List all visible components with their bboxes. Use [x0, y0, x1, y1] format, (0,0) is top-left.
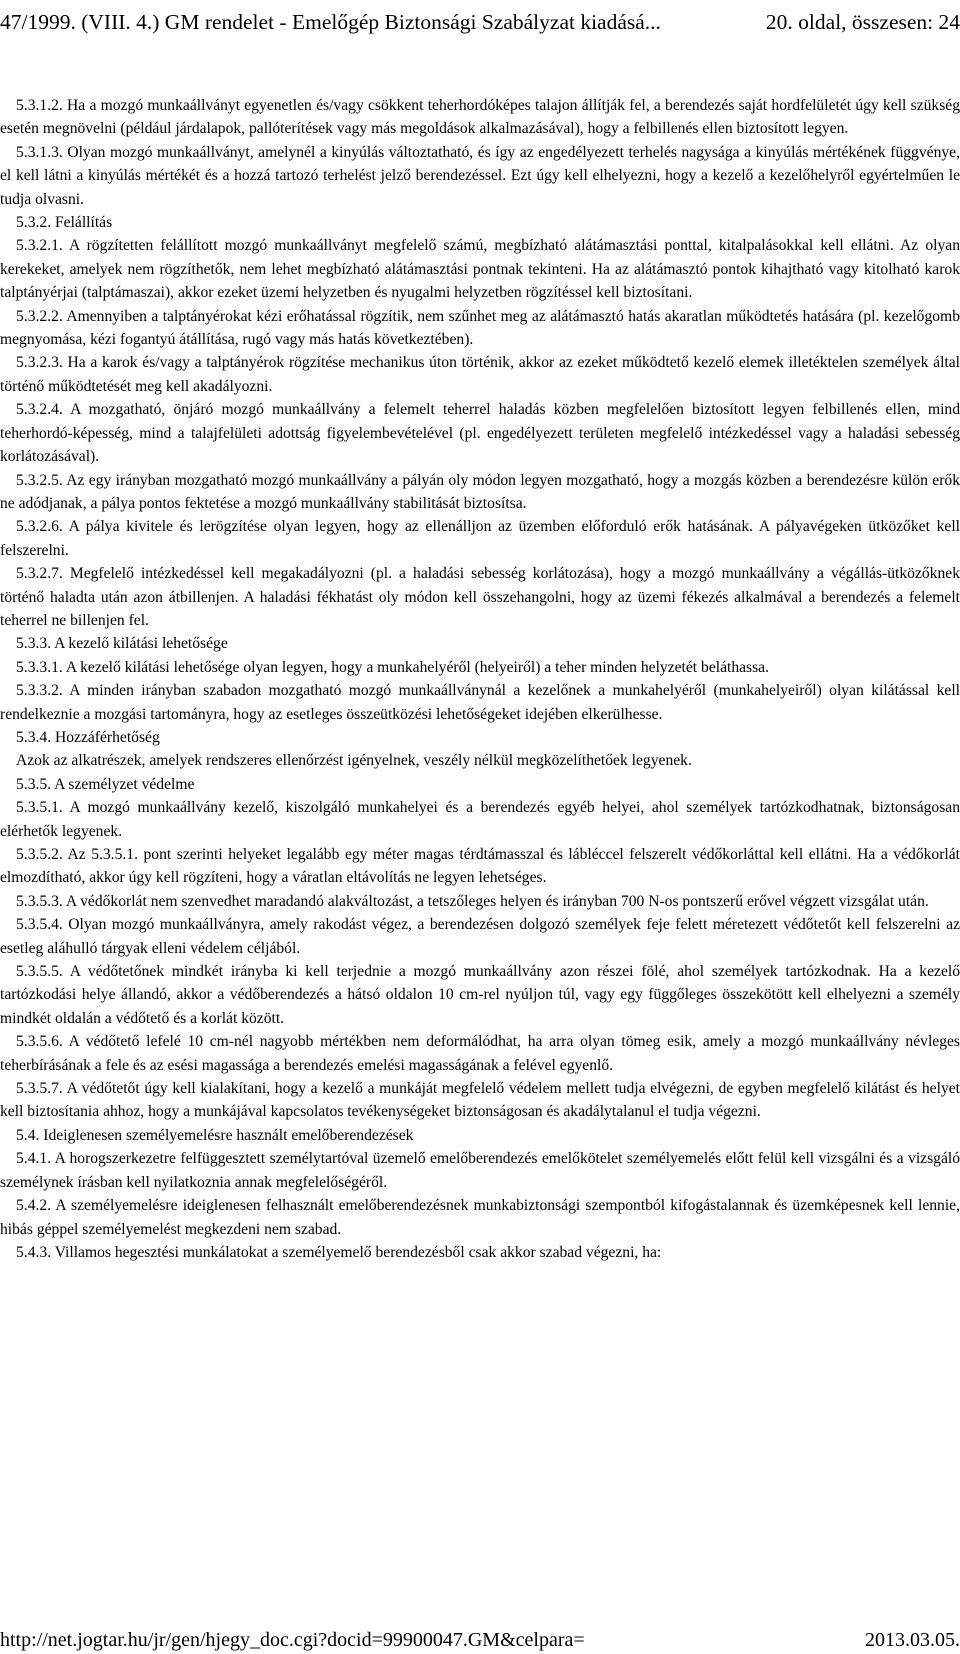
document-body [0, 94, 960, 1264]
section-heading: 5.3.5. A személyzet védelme [16, 775, 195, 793]
paragraph: 5.3.5.5. A védőtetőnek mindkét irányba ki kell terjednie a mozgó munkaállvány azon részei fölé, ahol személyek tartózkodnak. Ha a kezelő tartózkodási helye állandó, akkor a védőberendezés a hátsó oldalon 10 cm-rel nyúljon túl, vagy egy függőleges összekötött kell elhelyezni a személy mindkét oldalán a védőtető és a korlát között. [0, 963, 960, 1027]
paragraph: 5.3.2.6. A pálya kivitele és lerögzítése olyan legyen, hogy az ellenálljon az üzemben előforduló erők hatásának. A pályavégeken ütközőket kell felszerelni. [0, 518, 960, 559]
paragraph: 5.3.5.6. A védőtető lefelé 10 cm-nél nagyobb mértékben nem deformálódhat, ha arra olyan tömeg esik, amely a mozgó munkaállvány névleges teherbírásának a fele és az esési magassága a berendezés emelési magasságának a felével egyenlő. [0, 1033, 960, 1074]
paragraph: 5.3.5.1. A mozgó munkaállvány kezelő, kiszolgáló munkahelyei és a berendezés egyéb helyei, ahol személyek tartózkodhatnak, biztonságosan elérhetők legyenek. [0, 799, 960, 840]
page-footer [0, 1626, 960, 1654]
section-heading: 5.4. Ideiglenesen személyemelésre használt emelőberendezések [16, 1126, 414, 1144]
paragraph: 5.3.2.4. A mozgatható, önjáró mozgó munkaállvány a felemelt teherrel haladás közben megfelelően biztosított legyen felbillenés ellen, mind teherhordó-képesség, mind a talajfelületi adottság figyelembevételével (pl. engedélyezett területen megfelelő intézkedéssel vagy a haladási sebesség korlátozásával). [0, 401, 960, 466]
paragraph: 5.3.5.4. Olyan mozgó munkaállványra, amely rakodást végez, a berendezésen dolgozó személyek feje felett méretezett védőtetőt kell felszerelni az esetleg aláhulló tárgyak elleni védelem céljából. [0, 916, 960, 957]
paragraph: 5.3.2.3. Ha a karok és/vagy a talptányérok rögzítése mechanikus úton történik, akkor az ezeket működtető kezelő elemek illetéktelen személyek által történő működtetését meg kell akadályozni. [0, 354, 960, 395]
paragraph: 5.3.3.2. A minden irányban szabadon mozgatható mozgó munkaállványnál a kezelőnek a munkahelyéről (munkahelyeiről) olyan kilátással kell rendelkeznie a mozgási tartományra, hogy az esetleges összeütközési lehetőségeket idejében elkerülhesse. [0, 682, 960, 723]
section-heading: 5.3.4. Hozzáférhetőség [16, 728, 160, 746]
paragraph: 5.3.5.3. A védőkorlát nem szenvedhet maradandó alakváltozást, a tetszőleges helyen és irányban 700 N-os pontszerű erővel végzett vizsgálat után. [16, 892, 929, 910]
section-heading: 5.3.3. A kezelő kilátási lehetősége [16, 635, 228, 653]
paragraph: 5.3.5.2. Az 5.3.5.1. pont szerinti helyeket legalább egy méter magas térdtámasszal és lábléccel felszerelt védőkorláttal kell ellátni. Ha a védőkorlát elmozdítható, akkor úgy kell rögzíteni, hogy a váratlan eltávolítás ne legyen lehetséges. [0, 846, 960, 887]
print-date: 2013.03.05. [865, 1629, 960, 1651]
paragraph: 5.3.2.1. A rögzítetten felállított mozgó munkaállványt megfelelő számú, megbízható alátámasztási ponttal, kitalpalásokkal kell ellátni. Az olyan kerekeket, amelyek nem rögzíthetők, nem lehet megbízható alátámasztási pontnak tekinteni. Ha az alátámasztó pontok kihajtható vagy kitolható karok talptányérjai (talptámaszai), akkor ezeket üzemi helyzetben és nyugalmi helyzetben rögzítéssel kell biztosítani. [0, 237, 960, 302]
paragraph: 5.3.1.2. Ha a mozgó munkaállványt egyenetlen és/vagy csökkent teherhordóképes talajon állítják fel, a berendezés saját hordfelületét úgy kell szükség esetén megnövelni (például járdalapok, pallóterítések vagy más megoldások alkalmazásával), hogy a felbillenés ellen biztosított legyen. [0, 97, 960, 138]
paragraph: 5.3.2.2. Amennyiben a talptányérokat kézi erőhatással rögzítik, nem szűnhet meg az alátámasztó hatás akaratlan működtetés hatására (pl. kezelőgomb megnyomása, kézi fogantyú átállítása, rugó vagy más hatás következtében). [0, 307, 960, 349]
paragraph: 5.3.1.3. Olyan mozgó munkaállványt, amelynél a kinyúlás változtatható, és így az engedélyezett terhelés nagysága a kinyúlás mértékének függvénye, el kell látni a kinyúlás mértékét és a hozzá tartozó terhelést jelző berendezéssel. Ezt úgy kell elhelyezni, hogy a kezelő a kezelőhelyről egyértelműen le tudja olvasni. [0, 143, 960, 208]
paragraph: 5.3.2.5. Az egy irányban mozgatható mozgó munkaállvány a pályán oly módon legyen mozgatható, hogy a mozgás közben a berendezésre külön erők ne adódjanak, a pálya pontos fektetése a mozgó munkaállvány stabilitását biztosítsa. [0, 471, 960, 512]
paragraph: 5.4.3. Villamos hegesztési munkálatokat a személyemelő berendezésből csak akkor szabad végezni, ha: [16, 1243, 662, 1261]
paragraph: 5.4.1. A horogszerkezetre felfüggesztett személytartóval üzemelő emelőberendezés emelőkötelet személyemelés előtt felül kell vizsgálni és a vizsgáló személynek írásban kell nyilatkoznia annak megfelelőségéről. [0, 1150, 960, 1191]
page-number: 20. oldal, összesen: 24 [765, 10, 960, 34]
paragraph: 5.3.3.1. A kezelő kilátási lehetősége olyan legyen, hogy a munkahelyéről (helyeiről) a teher minden helyzetét beláthassa. [16, 658, 770, 676]
paragraph: 5.4.2. A személyemelésre ideiglenesen felhasznált emelőberendezésnek munkabiztonsági szempontból kifogástalannak és üzemképesnek kell lennie, hibás géppel személyemelést megkezdeni nem szabad. [0, 1197, 960, 1238]
document-title: 47/1999. (VIII. 4.) GM rendelet - Emelőgép Biztonsági Szabályzat kiadásá... [0, 10, 661, 34]
paragraph: 5.3.2.7. Megfelelő intézkedéssel kell megakadályozni (pl. a haladási sebesség korlátozása), hogy a mozgó munkaállvány a végállás-ütközőknek történő haladta után azon átbillenjen. A haladási fékhatást oly módon kell összehangolni, hogy az üzemi fékezés alkalmával a berendezés a felemelt teherrel ne billenjen fel. [0, 565, 960, 629]
paragraph: 5.3.5.7. A védőtetőt úgy kell kialakítani, hogy a kezelő a munkáját megfelelő védelem mellett tudja elvégezni, de egyben megfelelő kilátást és helyet kell biztosítania ahhoz, hogy a munkájával kapcsolatos tevékenységeket biztonságosan és akadálytalanul el tudja végezni. [0, 1080, 960, 1121]
paragraph: Azok az alkatrészek, amelyek rendszeres ellenőrzést igényelnek, veszély nélkül megközelíthetőek legyenek. [16, 752, 692, 770]
section-heading: 5.3.2. Felállítás [16, 214, 113, 232]
source-url[interactable]: http://net.jogtar.hu/jr/gen/hjegy_doc.cgi?docid=99900047.GM&celpara= [0, 1629, 585, 1651]
page-header [0, 0, 960, 44]
